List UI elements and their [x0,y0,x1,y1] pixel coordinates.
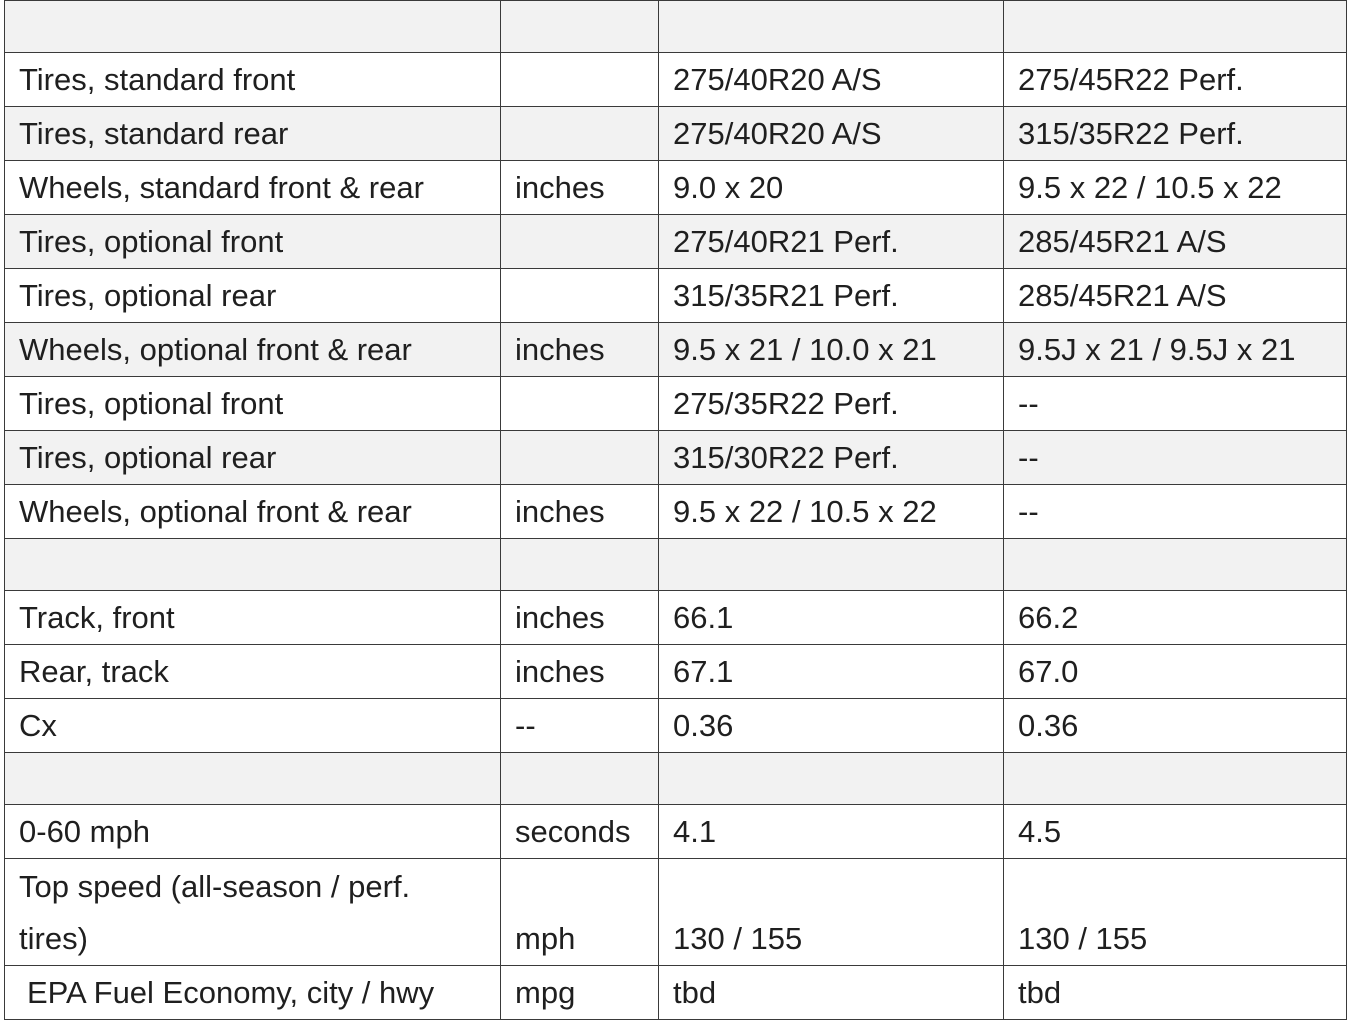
spec-row [5,699,1347,753]
spec-table [4,0,1347,1020]
section-spacer-row [5,1,1347,53]
spec-row [5,859,1347,966]
cell-value-b [1004,753,1347,805]
cell-value-b: 130 / 155 [1004,859,1347,966]
cell-value-b: 9.5 x 22 / 10.5 x 22 [1004,161,1347,215]
cell-feature: Wheels, optional front & rear [5,485,501,539]
spec-row [5,377,1347,431]
cell-unit [501,215,659,269]
cell-feature: Track, front [5,591,501,645]
cell-unit: inches [501,645,659,699]
cell-value-a: 275/40R20 A/S [659,107,1004,161]
cell-value-b: -- [1004,485,1347,539]
spec-row [5,269,1347,323]
cell-feature: Tires, optional front [5,377,501,431]
spec-row [5,591,1347,645]
spec-row [5,805,1347,859]
cell-unit: inches [501,485,659,539]
cell-unit: mpg [501,966,659,1020]
spec-row [5,107,1347,161]
spec-row [5,215,1347,269]
cell-feature: Tires, optional rear [5,431,501,485]
cell-value-b: 4.5 [1004,805,1347,859]
cell-unit [501,377,659,431]
cell-unit: seconds [501,805,659,859]
cell-feature: Cx [5,699,501,753]
cell-unit [501,1,659,53]
cell-feature: Wheels, standard front & rear [5,161,501,215]
cell-unit [501,539,659,591]
cell-value-a: 67.1 [659,645,1004,699]
cell-feature: Wheels, optional front & rear [5,323,501,377]
cell-value-b: 315/35R22 Perf. [1004,107,1347,161]
cell-value-a: 315/30R22 Perf. [659,431,1004,485]
cell-value-b: 0.36 [1004,699,1347,753]
spec-row [5,53,1347,107]
cell-value-b: 66.2 [1004,591,1347,645]
cell-value-a: 275/40R20 A/S [659,53,1004,107]
cell-unit [501,269,659,323]
cell-unit: -- [501,699,659,753]
cell-unit [501,431,659,485]
cell-value-a: 9.5 x 21 / 10.0 x 21 [659,323,1004,377]
cell-value-a: 9.5 x 22 / 10.5 x 22 [659,485,1004,539]
spec-row [5,485,1347,539]
cell-value-b: 285/45R21 A/S [1004,269,1347,323]
spec-row [5,323,1347,377]
cell-value-b: 9.5J x 21 / 9.5J x 21 [1004,323,1347,377]
cell-feature: Rear, track [5,645,501,699]
section-spacer-row [5,539,1347,591]
cell-feature: Tires, standard front [5,53,501,107]
cell-value-a: 275/40R21 Perf. [659,215,1004,269]
spec-row [5,966,1347,1020]
cell-feature: 0-60 mph [5,805,501,859]
cell-value-a: 66.1 [659,591,1004,645]
spec-row [5,161,1347,215]
spec-row [5,431,1347,485]
cell-unit: inches [501,591,659,645]
cell-feature: Tires, standard rear [5,107,501,161]
spec-table-body [5,1,1347,1020]
cell-value-a: 4.1 [659,805,1004,859]
cell-feature [5,1,501,53]
spec-row [5,645,1347,699]
cell-value-a: 0.36 [659,699,1004,753]
cell-feature [5,539,501,591]
cell-value-a: 130 / 155 [659,859,1004,966]
cell-value-b: -- [1004,377,1347,431]
cell-value-a [659,1,1004,53]
cell-value-b [1004,539,1347,591]
cell-value-a [659,753,1004,805]
cell-value-a: 315/35R21 Perf. [659,269,1004,323]
cell-value-a [659,539,1004,591]
cell-value-a: tbd [659,966,1004,1020]
cell-value-b: 275/45R22 Perf. [1004,53,1347,107]
cell-feature: EPA Fuel Economy, city / hwy [5,966,501,1020]
cell-unit [501,53,659,107]
cell-unit: inches [501,161,659,215]
cell-feature: Tires, optional front [5,215,501,269]
cell-value-b: tbd [1004,966,1347,1020]
section-spacer-row [5,753,1347,805]
cell-feature: Tires, optional rear [5,269,501,323]
cell-feature [5,753,501,805]
cell-unit [501,753,659,805]
cell-unit: inches [501,323,659,377]
cell-unit: mph [501,859,659,966]
cell-value-b: 285/45R21 A/S [1004,215,1347,269]
cell-feature: Top speed (all-season / perf. tires) [5,859,501,966]
cell-value-a: 9.0 x 20 [659,161,1004,215]
cell-value-a: 275/35R22 Perf. [659,377,1004,431]
cell-value-b [1004,1,1347,53]
cell-unit [501,107,659,161]
cell-value-b: -- [1004,431,1347,485]
cell-value-b: 67.0 [1004,645,1347,699]
